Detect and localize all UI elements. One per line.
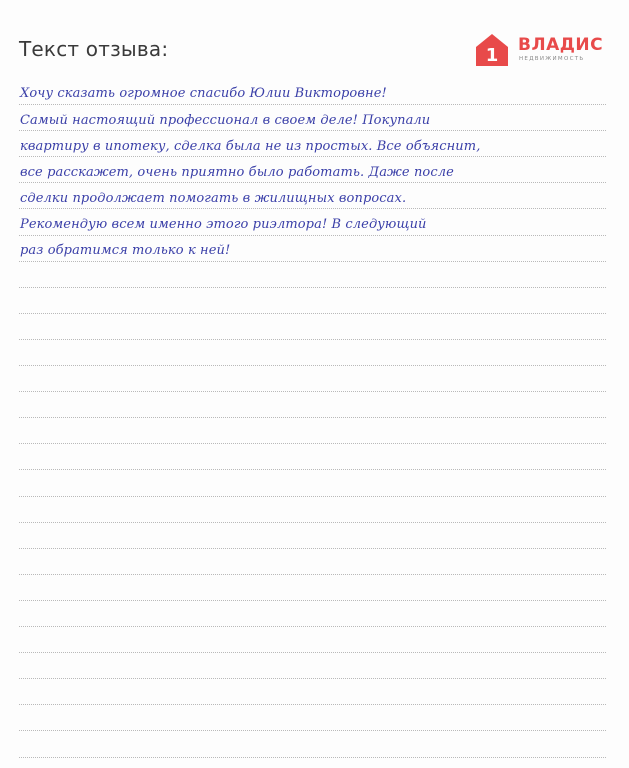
ruled-line	[19, 313, 606, 314]
house-logo-icon	[474, 32, 510, 68]
ruled-line	[19, 417, 606, 418]
review-line: Самый настоящий профессионал в своем деле! Покупали	[20, 113, 431, 128]
ruled-line	[19, 548, 606, 549]
ruled-line	[19, 208, 606, 209]
brand-name: ВЛАДИС	[518, 35, 604, 55]
review-line: сделки продолжает помогать в жилищных вопросах.	[20, 191, 407, 206]
review-line: квартиру в ипотеку, сделка была не из простых. Все объяснит,	[20, 139, 481, 154]
ruled-line	[19, 730, 606, 731]
ruled-line	[19, 652, 606, 653]
ruled-line	[19, 496, 606, 497]
ruled-line	[19, 626, 606, 627]
ruled-line	[19, 757, 606, 758]
ruled-line	[19, 469, 606, 470]
ruled-line	[19, 678, 606, 679]
review-line: все расскажет, очень приятно было работать. Даже после	[20, 165, 454, 180]
ruled-line	[19, 130, 606, 131]
ruled-line	[19, 443, 606, 444]
ruled-line	[19, 391, 606, 392]
review-line: Рекомендую всем именно этого риэлтора! В следующий	[20, 217, 427, 232]
brand-tagline: НЕДВИЖИМОСТЬ	[519, 56, 585, 62]
ruled-line	[19, 365, 606, 366]
ruled-line	[19, 287, 606, 288]
ruled-line	[19, 104, 606, 105]
ruled-line	[19, 574, 606, 575]
brand-logo	[474, 32, 614, 68]
ruled-line	[19, 261, 606, 262]
ruled-line	[19, 182, 606, 183]
review-line: Хочу сказать огромное спасибо Юлии Викторовне!	[20, 86, 387, 101]
review-line: раз обратимся только к ней!	[20, 243, 231, 258]
ruled-line	[19, 704, 606, 705]
ruled-line	[19, 522, 606, 523]
ruled-line	[19, 156, 606, 157]
ruled-line	[19, 600, 606, 601]
ruled-line	[19, 339, 606, 340]
page-title: Текст отзыва:	[19, 37, 169, 61]
ruled-line	[19, 235, 606, 236]
logo-mark-digit: 1	[485, 45, 499, 66]
